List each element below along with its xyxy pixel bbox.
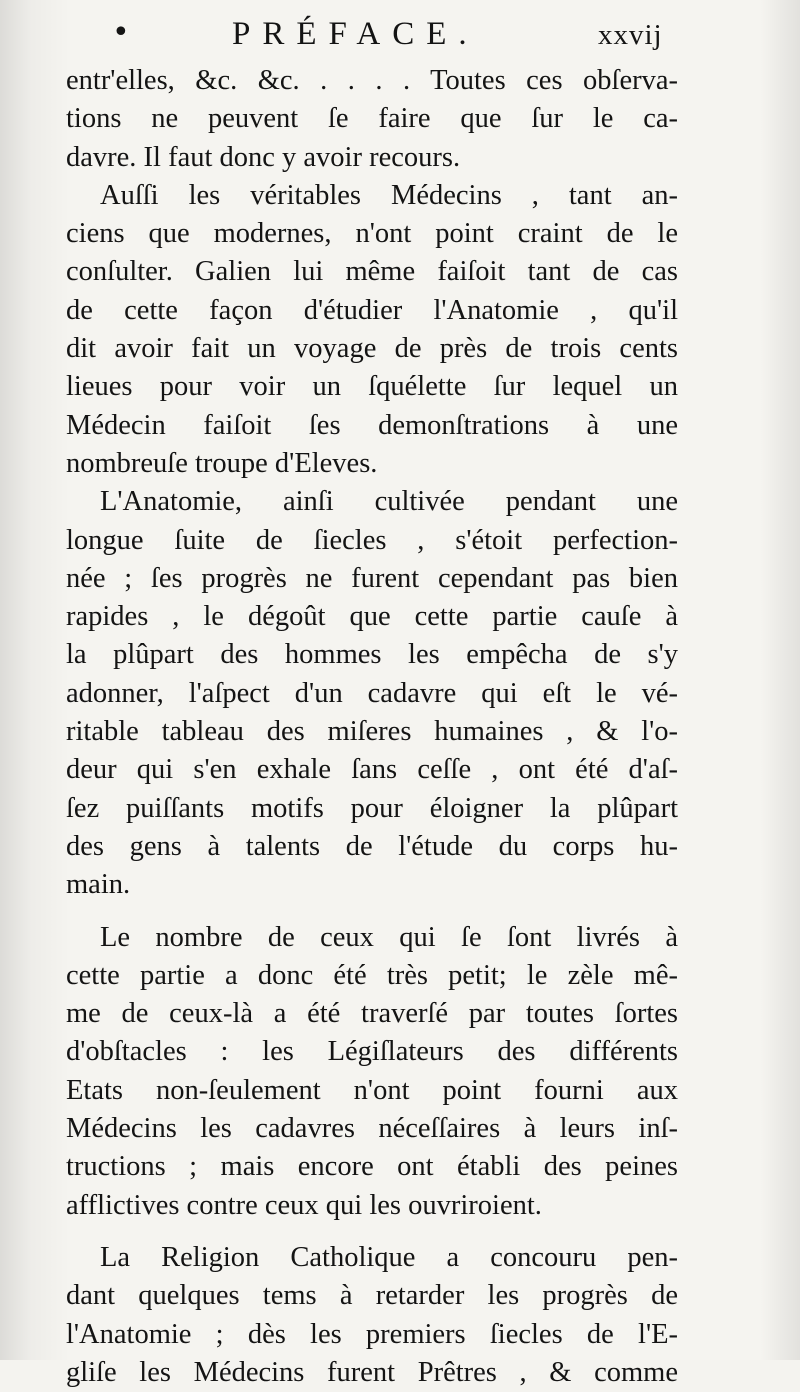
text-line: née ; ſes progrès ne furent cependant pas bien — [66, 562, 678, 594]
text-line: la plûpart des hommes les empêcha de s'y — [66, 639, 678, 671]
text-line: La Religion Catholique a concouru pen- — [100, 1241, 678, 1273]
text-line: dant quelques tems à retarder les progrès de — [66, 1280, 678, 1312]
paragraph — [66, 919, 678, 1225]
text-line: me de ceux-là a été traverſé par toutes ſortes — [66, 998, 678, 1030]
text-line: de cette façon d'étudier l'Anatomie , qu'il — [66, 294, 678, 326]
text-line: d'obſtacles : les Légiſlateurs des différents — [66, 1036, 678, 1068]
text-line: cette partie a donc été très petit; le zèle mê- — [66, 959, 678, 991]
text-line: ciens que modernes, n'ont point craint de le — [66, 218, 678, 250]
text-line: Médecin faiſoit ſes demonſtrations à une — [66, 409, 678, 441]
text-line: gliſe les Médecins furent Prêtres , & comme — [66, 1356, 678, 1388]
text-line: Auſſi les véritables Médecins , tant an- — [100, 179, 678, 211]
paragraph — [66, 1239, 678, 1392]
text-line: Etats non-ſeulement n'ont point fourni aux — [66, 1074, 678, 1106]
page-number: xxvij — [598, 19, 663, 51]
paragraph-spacer — [66, 1225, 678, 1239]
header-ornament: • — [112, 15, 130, 50]
running-title: PRÉFACE. — [232, 16, 479, 52]
body-text — [66, 62, 678, 1392]
paragraph — [66, 177, 678, 483]
text-line: tructions ; mais encore ont établi des peines — [66, 1151, 678, 1183]
text-line: des gens à talents de l'étude du corps hu- — [66, 830, 678, 862]
text-line: lieues pour voir un ſquélette ſur lequel un — [66, 371, 678, 403]
text-line: rapides , le dégoût que cette partie cauſe à — [66, 601, 678, 633]
text-line: deur qui s'en exhale ſans ceſſe , ont été d'aſ- — [66, 754, 678, 786]
text-line: l'Anatomie ; dès les premiers ſiecles de l'E- — [66, 1318, 678, 1350]
text-line: tions ne peuvent ſe faire que ſur le ca- — [66, 103, 678, 135]
text-line: ſez puiſſants motifs pour éloigner la plûpart — [66, 792, 678, 824]
text-line: Médecins les cadavres néceſſaires à leurs inſ- — [66, 1113, 678, 1145]
text-line: Le nombre de ceux qui ſe ſont livrés à — [100, 921, 678, 953]
text-line: L'Anatomie, ainſi cultivée pendant une — [100, 486, 678, 518]
text-line: afflictives contre ceux qui les ouvriroient. — [66, 1189, 542, 1221]
text-line: ritable tableau des miſeres humaines , & l'o- — [66, 716, 678, 748]
paragraph — [66, 483, 678, 904]
text-line: main. — [66, 869, 131, 901]
text-line: dit avoir fait un voyage de près de trois cents — [66, 333, 678, 365]
text-line: entr'elles, &c. &c. . . . . Toutes ces obſerva- — [66, 65, 678, 96]
text-line: nombreuſe troupe d'Eleves. — [66, 447, 378, 479]
text-line: adonner, l'aſpect d'un cadavre qui eſt le vé- — [66, 677, 678, 709]
text-line: davre. Il faut donc y avoir recours. — [66, 141, 461, 173]
paragraph-spacer — [66, 905, 678, 919]
paragraph — [66, 62, 678, 177]
text-line: longue ſuite de ſiecles , s'étoit perfection- — [66, 524, 678, 556]
text-line: conſulter. Galien lui même faiſoit tant de cas — [66, 256, 678, 288]
running-header — [0, 14, 800, 58]
